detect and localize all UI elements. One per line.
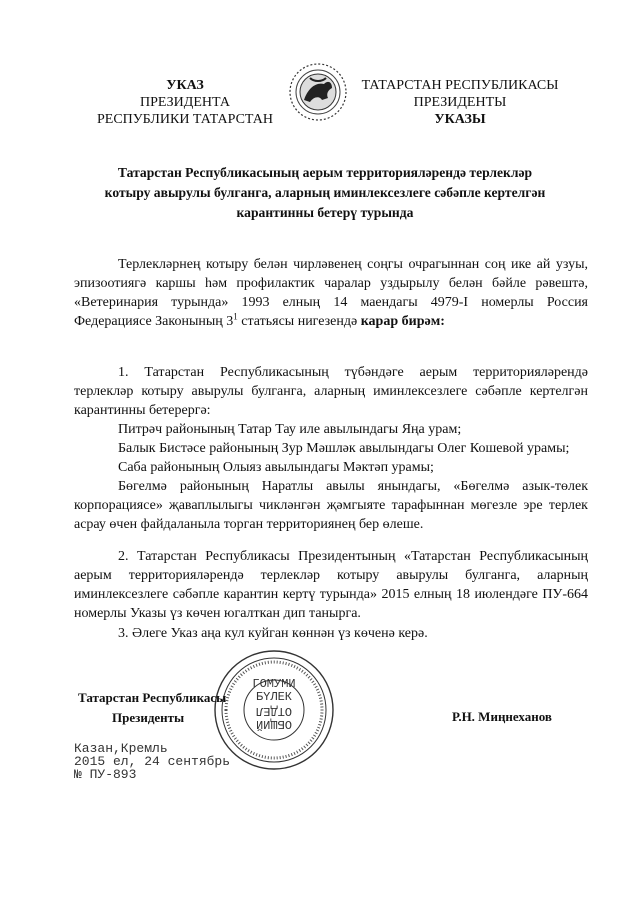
- footer-line: № ПУ-893: [74, 767, 137, 782]
- preamble-text: Терлекләрнең котыру белән чирләвенең соңгы очрагыннан соң ике ай узуы, эпизоотиягә каршы һәм профилактик чаралар уздырылу белән бәйле рәвештә, «Ветеринария турында» 1993 елның 14 маендагы 4979-I номерлы Россия Федерациясе Законының 3: [74, 257, 588, 329]
- header-right: [350, 77, 570, 128]
- title-line: карантинны бетерү турында: [236, 205, 414, 220]
- item-1-place: Питрәч районының Татар Тау иле авылындагы Яңа урам;: [118, 422, 462, 437]
- tatarstan-emblem: [288, 62, 348, 122]
- item-2: 2. Татарстан Республикасы Президентының «Татарстан Республикасының аерым территорияләрендә терлекләр котыру авырулы булганга, аларның иминлексезлеге сәбәпле карантин кертү турында» 2015 елның 18 июлендәге ПУ-664 номерлы Указы үз көчен югалткан дип танырга.: [74, 549, 588, 621]
- stamp-line: ГОМУМИ: [252, 677, 296, 691]
- item-3: 3. Әлеге Указ аңа кул куйган көннән үз көченә керә.: [118, 626, 428, 641]
- stamp-line: БҮЛЕК: [255, 690, 292, 704]
- footer-line: 2015 ел, 24 сентябрь: [74, 754, 231, 769]
- title-line: Татарстан Республикасының аерым территорияләрендә терлекләр: [117, 165, 533, 180]
- stamp-text: [212, 678, 336, 730]
- header-left: [80, 77, 290, 128]
- signature-title: Татарстан Республикасы: [78, 690, 227, 705]
- header-left-line3: РЕСПУБЛИКИ ТАТАРСТАН: [96, 112, 273, 127]
- stamp-line: ОБЩИЙ: [256, 717, 293, 731]
- item-1-place: Саба районының Олыяз авылындагы Мәктәп урамы;: [118, 460, 434, 475]
- item-1-place: Бөгелмә районының Наратлы авылы янындагы, «Бөгелмә азык-төлек корпорациясе» җаваплылыгы чикләнгән җәмгыяте тарафыннан мөгезле эре терлек асрау өчен файдаланыла торган территориянең бер өлеше.: [74, 479, 588, 532]
- header-right-line2: ПРЕЗИДЕНТЫ: [413, 95, 507, 110]
- footer-place-date: [74, 742, 230, 781]
- document-title: [80, 163, 570, 223]
- official-stamp: [212, 648, 336, 772]
- signature-title: Президенты: [112, 710, 185, 725]
- title-line: котыру авырулы булганга, аларның иминлексезлеге сәбәпле кертелгән: [104, 185, 546, 200]
- stamp-line: ОТДЕЛ: [256, 704, 293, 718]
- item-1-place: Балык Бистәсе районының Зур Мәшләк авылындагы Олег Кошевой урамы;: [118, 441, 570, 456]
- preamble-decision: карар бирәм:: [360, 314, 445, 329]
- preamble-sup: 1: [233, 311, 238, 322]
- header-right-line1: ТАТАРСТАН РЕСПУБЛИКАСЫ: [361, 78, 559, 93]
- header-right-title: УКАЗЫ: [434, 112, 486, 127]
- header-left-line2: ПРЕЗИДЕНТА: [140, 95, 230, 110]
- item-1-intro: 1. Татарстан Республикасының түбәндәге аерым территорияләрендә терлекләр котыру авырулы булганга, аларның иминлексезлеге сәбәпле кертелгән карантинны бетерергә:: [74, 365, 588, 418]
- preamble: [74, 255, 588, 331]
- preamble-tail: статьясы нигезендә: [237, 314, 361, 329]
- signature-name: Р.Н. Миңнеханов: [452, 709, 552, 724]
- signature-block: [78, 688, 226, 728]
- footer-line: Казан,Кремль: [74, 741, 168, 756]
- item-1: [74, 363, 588, 534]
- header-left-title: УКАЗ: [166, 78, 204, 93]
